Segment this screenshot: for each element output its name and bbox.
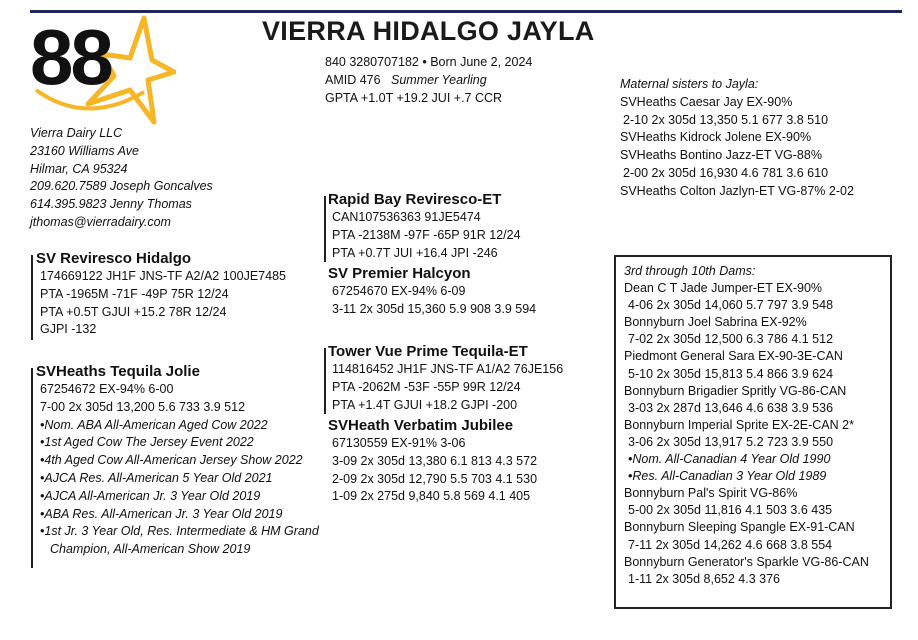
consignor-line: Vierra Dairy LLC: [30, 126, 123, 140]
animal-name: VIERRA HIDALGO JAYLA: [262, 16, 595, 46]
maternal-line: 2-00 2x 305d 16,930 4.6 781 3.6 610: [623, 165, 829, 180]
sire-line: PTA -1965M -71F -49P 75R 12/24: [40, 286, 229, 301]
dam-name: SVHeaths Tequila Jolie: [36, 363, 200, 380]
dam-dam-line: 3-09 2x 305d 13,380 6.1 813 4.3 572: [332, 453, 538, 468]
dam-sire-line: 114816452 JH1F JNS-TF A1/A2 76JE156: [332, 362, 564, 376]
lot-number: 88: [30, 13, 111, 101]
maternal-line: SVHeaths Caesar Jay EX-90%: [620, 94, 793, 109]
dam-honor: •1st Aged Cow The Jersey Event 2022: [40, 435, 254, 450]
consignor-info: [30, 125, 213, 232]
dam-honor: •AJCA Res. All-American 5 Year Old 2021: [40, 470, 273, 485]
dam-ancestor-name: Bonnyburn Imperial Sprite EX-2E-CAN 2*: [624, 417, 854, 432]
sire-line: PTA +0.5T GJUI +15.2 78R 12/24: [40, 304, 227, 319]
consignor-line: Hilmar, CA 95324: [30, 161, 128, 176]
dams-box: [614, 255, 892, 609]
dam-block: [36, 363, 319, 559]
sire-dam-line: 67254670 EX-94% 6-09: [332, 284, 466, 298]
sire-dam-block: [328, 265, 536, 319]
dam-ancestor-record: 5-00 2x 305d 11,816 4.1 503 3.6 435: [628, 503, 833, 518]
dams-list: [616, 257, 890, 588]
consignor-line: 209.620.7589 Joseph Goncalves: [30, 179, 213, 194]
dam-bracket: [31, 368, 33, 568]
dam-dam-line: 2-09 2x 305d 12,790 5.5 703 4.1 530: [332, 471, 538, 486]
sire-line: GJPI -132: [40, 322, 97, 337]
sire-line: 174669122 JH1F JNS-TF A2/A2 100JE7485: [40, 269, 286, 283]
dam-sire-name: Tower Vue Prime Tequila-ET: [328, 343, 528, 360]
dam-sire-bracket: [324, 348, 326, 414]
dam-ancestor-record: 4-06 2x 305d 14,060 5.7 797 3.9 548: [628, 298, 834, 313]
dam-ancestor-record: 7-02 2x 305d 12,500 6.3 786 4.1 512: [628, 332, 834, 347]
dam-ancestor-name: Dean C T Jade Jumper-ET EX-90%: [624, 281, 823, 296]
dam-dam-name: SVHeath Verbatim Jubilee: [328, 417, 514, 434]
class-label: Summer Yearling: [391, 73, 487, 87]
maternal-line: SVHeaths Bontino Jazz-ET VG-88%: [620, 148, 822, 163]
dam-dam-line: 67130559 EX-91% 3-06: [332, 436, 466, 450]
dam-dam-block: [328, 417, 537, 506]
sire-sire-line: PTA +0.7T JUI +16.4 JPI -246: [332, 245, 498, 260]
top-rule: [30, 10, 902, 13]
dam-ancestor-honor: •Nom. All-Canadian 4 Year Old 1990: [628, 452, 831, 467]
reg-line: [325, 54, 532, 70]
consignor-line: 614.395.9823 Jenny Thomas: [30, 197, 192, 212]
sire-sire-line: CAN107536363 91JE5474: [332, 210, 481, 224]
dam-ancestor-record: 5-10 2x 305d 15,813 5.4 866 3.9 624: [628, 366, 834, 381]
sire-name: SV Reviresco Hidalgo: [36, 250, 192, 267]
dam-sire-block: [328, 343, 563, 414]
dam-honor: •1st Jr. 3 Year Old, Res. Intermediate & HM Grand: [40, 524, 319, 539]
dam-ancestor-name: Bonnyburn Sleeping Spangle EX-91-CAN: [624, 520, 855, 535]
dam-line: 67254672 EX-94% 6-00: [40, 382, 174, 396]
maternal-heading: Maternal sisters to Jayla:: [620, 77, 759, 91]
amid-line: [325, 72, 487, 88]
gpta-line: GPTA +1.0T +19.2 JUI +.7 CCR: [325, 91, 503, 105]
sire-block: [36, 250, 286, 339]
dam-sire-line: PTA +1.4T GJUI +18.2 GJPI -200: [332, 397, 518, 412]
dam-ancestor-record: 3-06 2x 305d 13,917 5.2 723 3.9 550: [628, 434, 834, 449]
sire-sire-block: [328, 191, 521, 262]
dam-honor: •4th Aged Cow All-American Jersey Show 2022: [40, 453, 303, 468]
dam-honor: •Nom. ABA All-American Aged Cow 2022: [40, 417, 268, 432]
dam-ancestor-name: Bonnyburn Generator's Sparkle VG-86-CAN: [624, 554, 869, 569]
dam-ancestor-name: Bonnyburn Joel Sabrina EX-92%: [624, 315, 807, 330]
amid: AMID 476: [325, 73, 381, 87]
birth-date: • Born June 2, 2024: [422, 55, 533, 69]
dam-ancestor-name: Bonnyburn Brigadier Spritly VG-86-CAN: [624, 383, 847, 398]
sire-dam-line: 3-11 2x 305d 15,360 5.9 908 3.9 594: [332, 301, 537, 316]
dam-dam-line: 1-09 2x 275d 9,840 5.8 569 4.1 405: [332, 489, 531, 504]
sire-bracket: [31, 255, 33, 340]
sire-sire-bracket: [324, 196, 326, 262]
reg-number: 840 3280707182: [325, 55, 419, 69]
dam-ancestor-honor: •Res. All-Canadian 3 Year Old 1989: [628, 469, 827, 484]
sire-sire-line: PTA -2138M -97F -65P 91R 12/24: [332, 227, 521, 242]
consignor-line: 23160 Williams Ave: [30, 143, 139, 158]
maternal-line: 2-10 2x 305d 13,350 5.1 677 3.8 510: [623, 112, 829, 127]
dam-ancestor-name: Piedmont General Sara EX-90-3E-CAN: [624, 349, 843, 364]
consignor-email: jthomas@vierradairy.com: [30, 214, 171, 229]
dam-ancestor-name: Bonnyburn Pal's Spirit VG-86%: [624, 486, 798, 501]
dam-ancestor-record: 7-11 2x 305d 14,262 4.6 668 3.8 554: [628, 537, 833, 552]
maternal-line: SVHeaths Colton Jazlyn-ET VG-87% 2-02: [620, 183, 854, 198]
dam-line: 7-00 2x 305d 13,200 5.6 733 3.9 512: [40, 399, 246, 414]
sire-dam-name: SV Premier Halcyon: [328, 265, 471, 282]
dam-ancestor-record: 3-03 2x 287d 13,646 4.6 638 3.9 536: [628, 400, 834, 415]
dam-honor: •ABA Res. All-American Jr. 3 Year Old 2019: [40, 506, 283, 521]
dams-heading: 3rd through 10th Dams:: [624, 264, 756, 278]
dam-sire-line: PTA -2062M -53F -55P 99R 12/24: [332, 379, 521, 394]
dam-ancestor-record: 1-11 2x 305d 8,652 4.3 376: [628, 571, 780, 586]
dam-honor: •AJCA All-American Jr. 3 Year Old 2019: [40, 488, 261, 503]
maternal-line: SVHeaths Kidrock Jolene EX-90%: [620, 130, 812, 145]
sire-sire-name: Rapid Bay Reviresco-ET: [328, 191, 502, 208]
maternal-sisters: [620, 76, 854, 201]
dam-honor: Champion, All-American Show 2019: [50, 542, 251, 557]
